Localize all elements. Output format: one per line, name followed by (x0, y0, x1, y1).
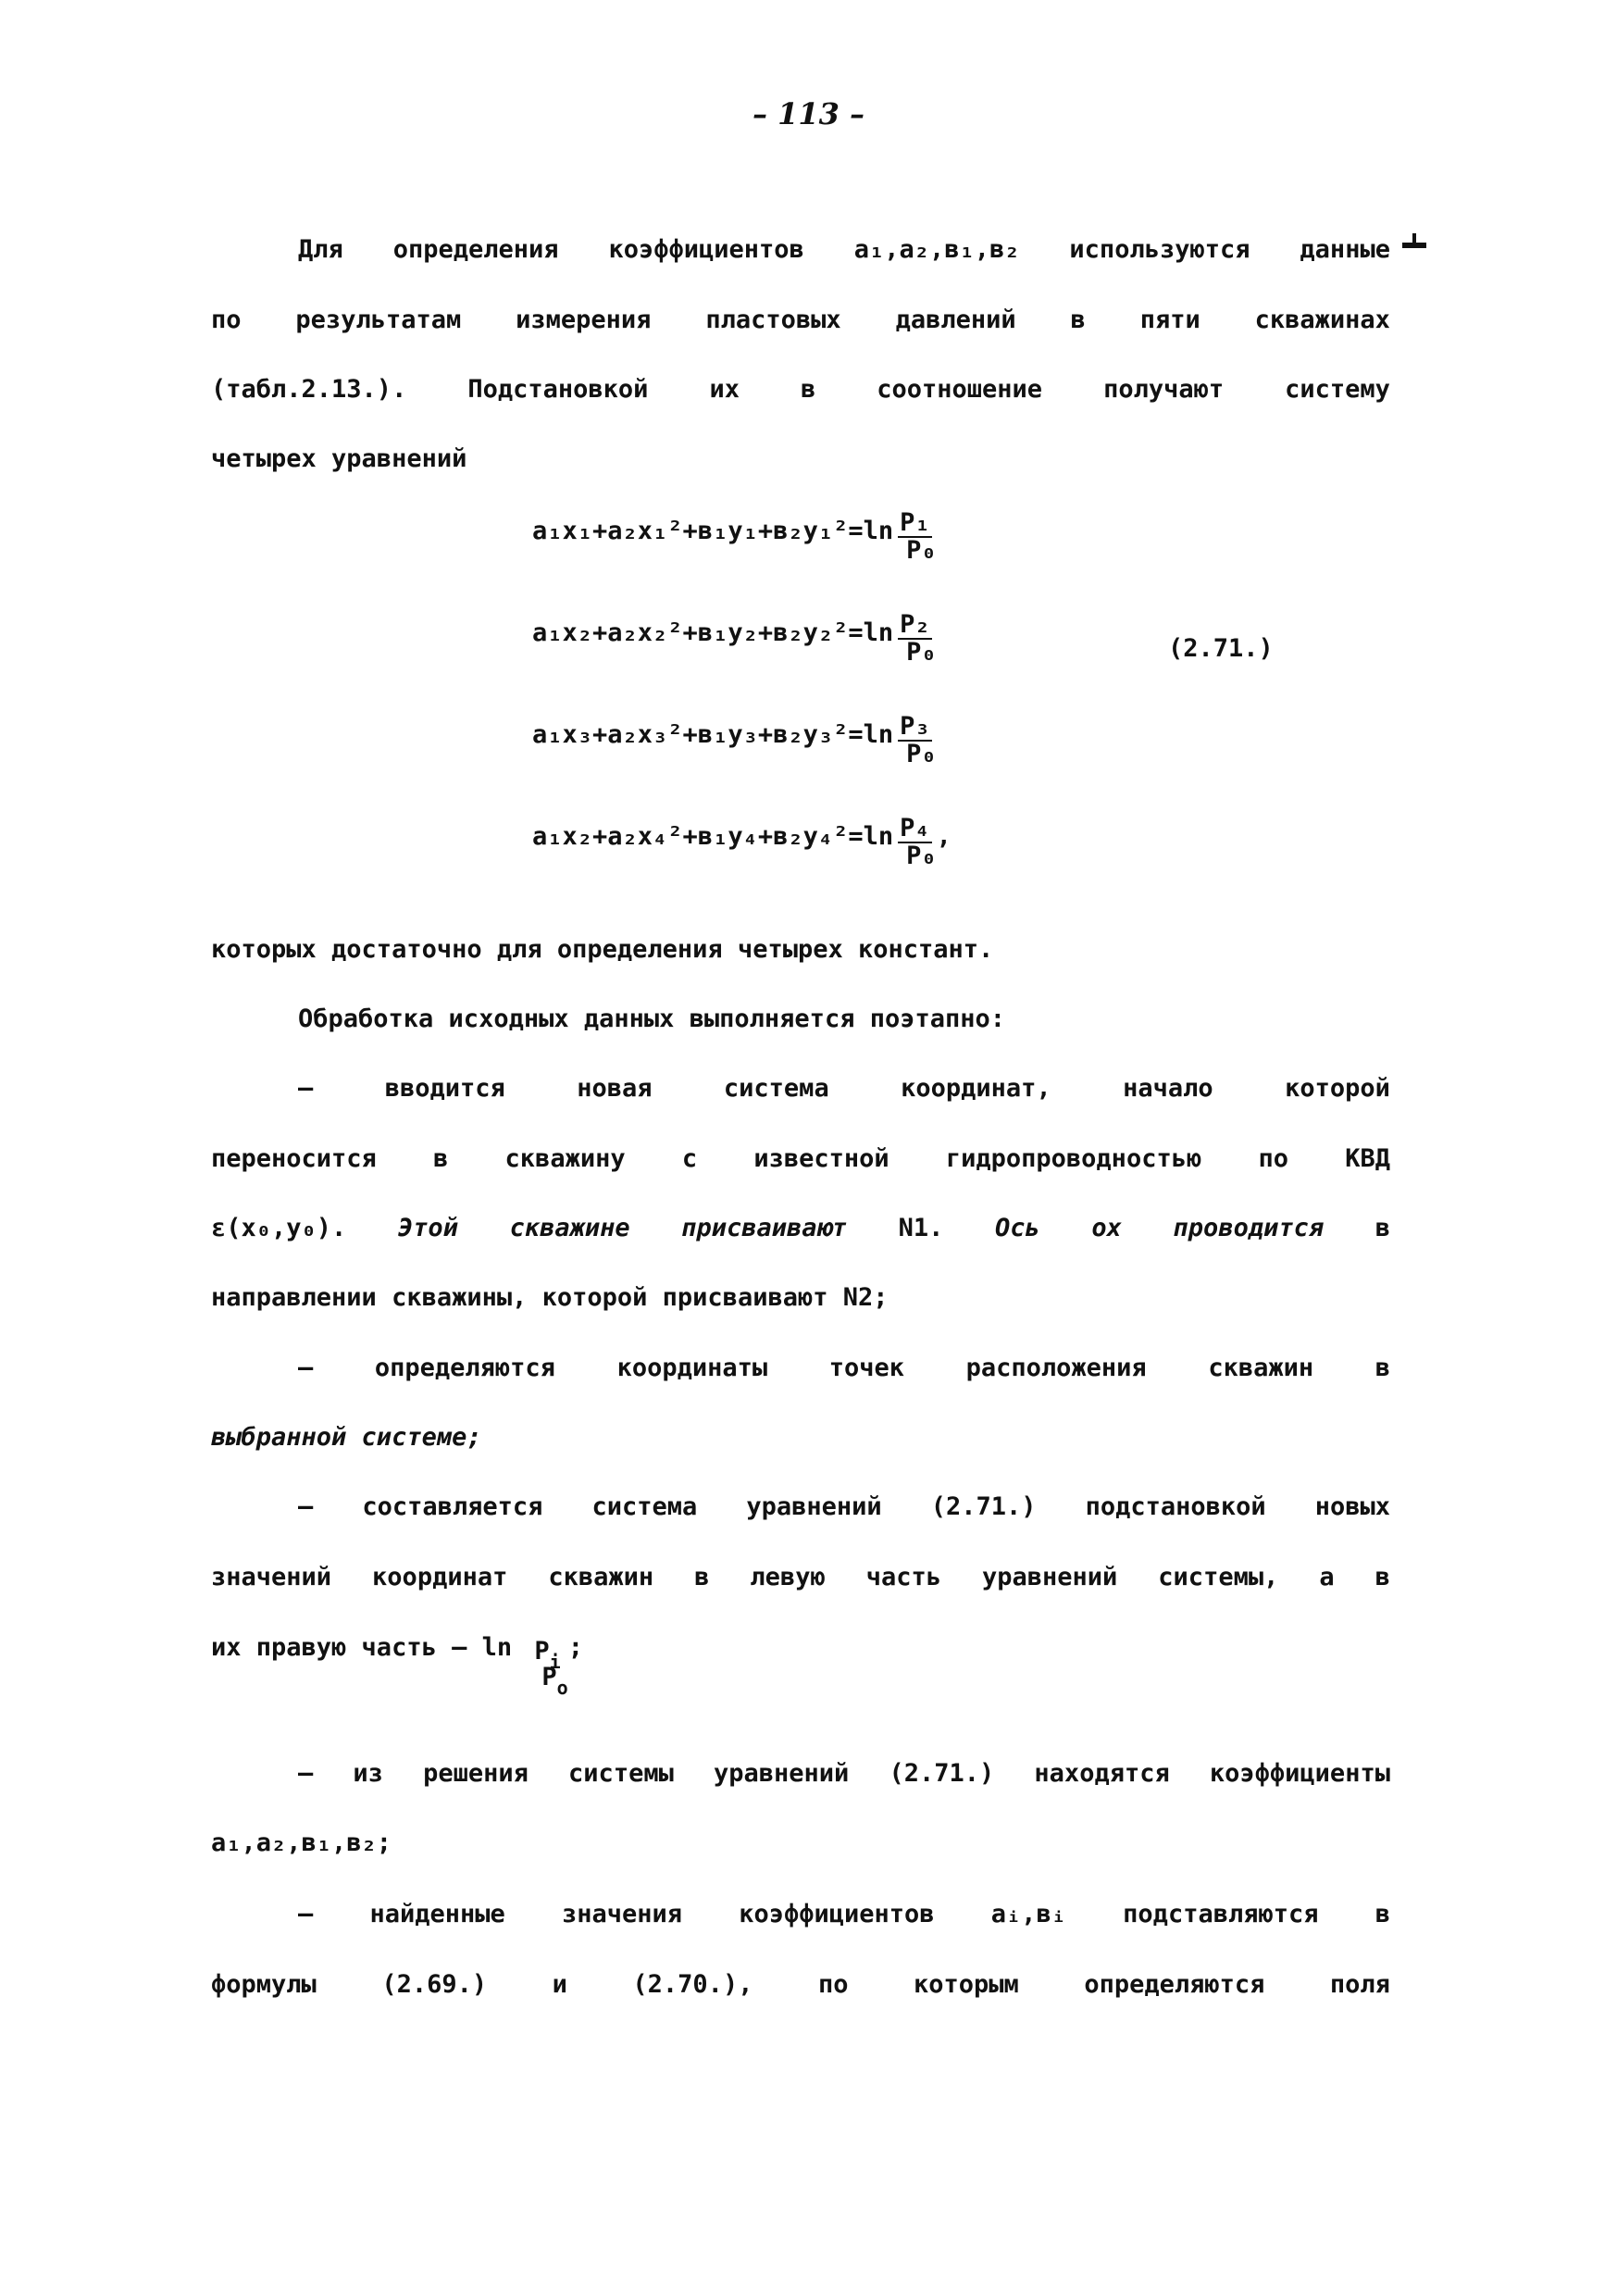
text-line-8: переносится в скважину с известной гидропроводностью по КВД (211, 1144, 1390, 1173)
text-line-12: выбранной системе; (211, 1423, 482, 1452)
text-line-17: а₁,а₂,в₁,в₂; (211, 1828, 392, 1857)
text-line-11: – определяются координаты точек расположения скважин в (298, 1354, 1390, 1382)
margin-mark-tick (1412, 233, 1416, 243)
equation-3: a₁x₃+a₂x₃²+в₁y₃+в₂y₃²=ln $\frac{\text{P₃}}{\text{P₀}}$ (532, 712, 937, 769)
text-line-18: – найденные значения коэффициентов аᵢ,вᵢ подставляются в (298, 1900, 1390, 1928)
text-line-5: которых достаточно для определения четырех констант. (211, 935, 994, 964)
equation-4: a₁x₂+a₂x₄²+в₁y₄+в₂y₄²=ln $\frac{\text{P₄}}{\text{P₀}}$ , (532, 814, 952, 871)
equation-2: a₁x₂+a₂x₂²+в₁y₂+в₂y₂²=ln $\frac{\text{P₂}}{\text{P₀}}$ (532, 610, 937, 668)
text-line-4: четырех уравнений (211, 444, 467, 473)
text-line-15: их правую часть – ln $P_i$ $P_o$ ; (211, 1632, 583, 1700)
text-line-16: – из решения системы уравнений (2.71.) находятся коэффициенты (298, 1759, 1390, 1788)
text-line-9: ε(x₀,y₀). Этой скважине присваивают N1. Ось ох проводится в (211, 1214, 1390, 1242)
page-number: – 113 – (752, 96, 865, 131)
text-line-10: направлении скважины, которой присваивают N2; (211, 1283, 889, 1312)
text-line-19: формулы (2.69.) и (2.70.), по которым определяются поля (211, 1970, 1390, 1999)
text-line-1: Для определения коэффициентов а₁,а₂,в₁,в₂ используются данные (298, 235, 1390, 264)
text-line-13: – составляется система уравнений (2.71.) подстановкой новых (298, 1492, 1390, 1521)
equation-1: a₁x₁+a₂x₁²+в₁y₁+в₂y₁²=ln $\frac{\text{P₁}}{\text{P₀}}$ (532, 508, 937, 566)
text-line-2: по результатам измерения пластовых давлений в пяти скважинах (211, 306, 1390, 334)
text-line-3: (табл.2.13.). Подстановкой их в соотношение получают систему (211, 375, 1390, 404)
equation-number: (2.71.) (1168, 634, 1274, 663)
text-line-7: – вводится новая система координат, начало которой (298, 1074, 1390, 1103)
margin-mark (1402, 243, 1426, 248)
text-line-6: Обработка исходных данных выполняется поэтапно: (298, 1004, 1006, 1033)
text-line-14: значений координат скважин в левую часть уравнений системы, а в (211, 1563, 1390, 1591)
